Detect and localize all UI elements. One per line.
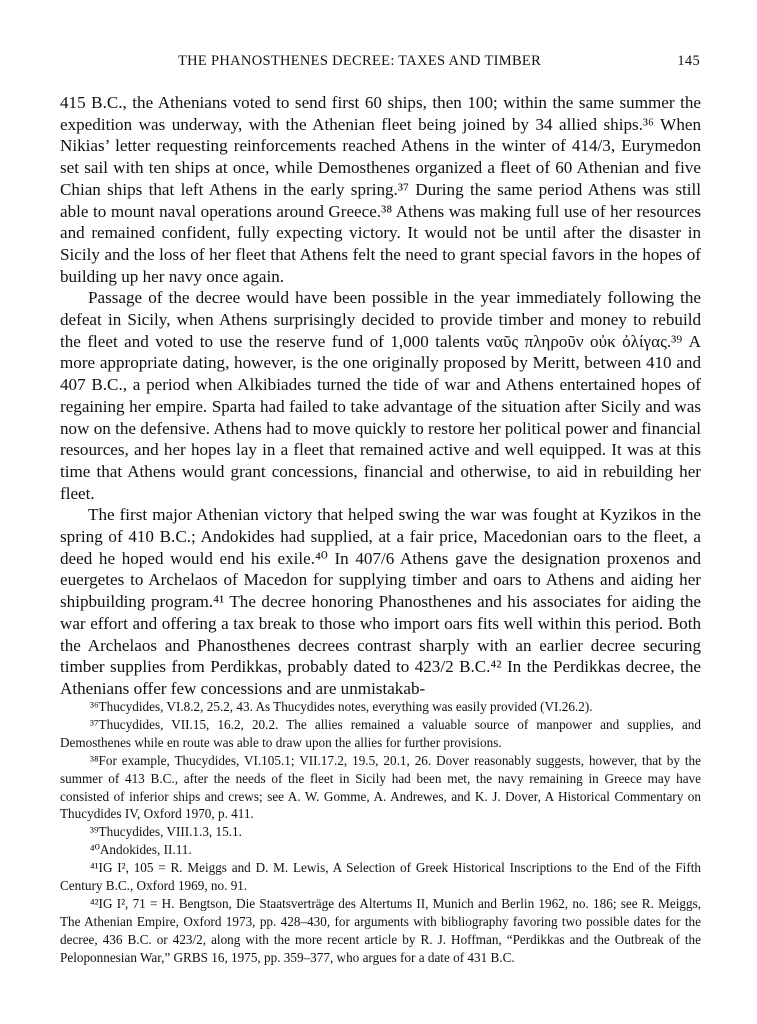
footnote-40: ⁴⁰Andokides, II.11. (90, 842, 192, 858)
paragraph: 415 B.C., the Athenians voted to send first 60 ships, then 100; within the same summer the expedition was underway, with the Athenian fleet being joined by 34 allied ships.³⁶ When Nikias’ letter requesting reinforcements reached Athens in the winter of 414/3, Eurymedon set sail with ten ships at once, while Demosthenes organized a fleet of 60 Athenian and five Chian ships that left Athens in the early spring.³⁷ During the same period Athens was still able to mount naval operations around Greece.³⁸ Athens was making full use of her resources and remained confident, fully expecting victory. It would not be until after the disaster in Sicily and the loss of her fleet that Athens felt the need to grant special favors in the hopes of building up her navy once again. (60, 93, 701, 286)
footnote-42: ⁴²IG I², 71 = H. Bengtson, Die Staatsverträge des Altertums II, Munich and Berlin 1962, no. 186; see R. Meiggs, The Athenian Empire, Oxford 1973, pp. 428–430, for arguments with bibliography favoring two possible dates for the decree, 436 B.C. or 423/2, along with the more recent article by R. J. Hoffman, “Perdikkas and the Outbreak of the Peloponnesian War,” GRBS 16, 1975, pp. 359–377, who argues for a date of 431 B.C. (60, 895, 701, 965)
footnote-39: ³⁹Thucydides, VIII.1.3, 15.1. (90, 824, 242, 840)
paragraph: Passage of the decree would have been possible in the year immediately following the defeat in Sicily, when Athens surprisingly decided to provide timber and money to rebuild the fleet and voted to use the reserve fund of 1,000 talents ναῦς πληροῦν οὐκ ὀλίγας.³⁹ A more appropriate dating, however, is the one originally proposed by Meritt, between 410 and 407 B.C., a period when Alkibiades turned the tide of war and Athens entertained hopes of regaining her empire. Sparta had failed to take advantage of the situation after Sicily and was now on the defensive. Athens had to move quickly to restore her political power and financial resources, and her hopes lay in a fleet that remained active and well equipped. It was at this time that Athens would grant concessions, financial and otherwise, to aid in rebuilding her fleet. (60, 288, 701, 503)
footnote-41: ⁴¹IG I², 105 = R. Meiggs and D. M. Lewis, A Selection of Greek Historical Inscriptions to the End of the Fifth Century B.C., Oxford 1969, no. 91. (60, 860, 701, 894)
footnote-36: ³⁶Thucydides, VI.8.2, 25.2, 43. As Thucydides notes, everything was easily provided (VI.26.2). (90, 699, 593, 714)
footnote-37: ³⁷Thucydides, VII.15, 16.2, 20.2. The allies remained a valuable source of manpower and supplies, and Demosthenes while en route was able to draw upon the allies for further provisions. (60, 716, 701, 750)
running-head-title: THE PHANOSTHENES DECREE: TAXES AND TIMBER (178, 53, 542, 69)
running-header (60, 53, 700, 73)
paragraph: The first major Athenian victory that helped swing the war was fought at Kyzikos in the spring of 410 B.C.; Andokides had supplied, at a fair price, Macedonian oars to the fleet, a deed he hoped would end his exile.⁴⁰ In 407/6 Athens gave the designation proxenos and euergetes to Archelaos of Macedon for supplying timber and oars to Athens and aiding her shipbuilding program.⁴¹ The decree honoring Phanosthenes and his associates for aiding the war effort and offering a tax break to those who import oars fits well within this period. Both the Archelaos and Phanosthenes decrees contrast sharply with an earlier decree securing timber supplies from Perdikkas, probably dated to 423/2 B.C.⁴² In the Perdikkas decree, the Athenians offer few concessions and are unmistakab- (60, 505, 701, 698)
page-number: 145 (677, 53, 700, 69)
body-text (60, 92, 701, 700)
footnotes (60, 698, 701, 967)
footnote-38: ³⁸For example, Thucydides, VI.105.1; VII.17.2, 19.5, 20.1, 26. Dover reasonably suggests, however, that by the summer of 413 B.C., after the needs of the fleet in Sicily had been met, the navy remaining in Greece may have consisted of inferior ships and crews; see A. W. Gomme, A. Andrewes, and K. J. Dover, A Historical Commentary on Thucydides IV, Oxford 1970, p. 411. (60, 752, 701, 822)
